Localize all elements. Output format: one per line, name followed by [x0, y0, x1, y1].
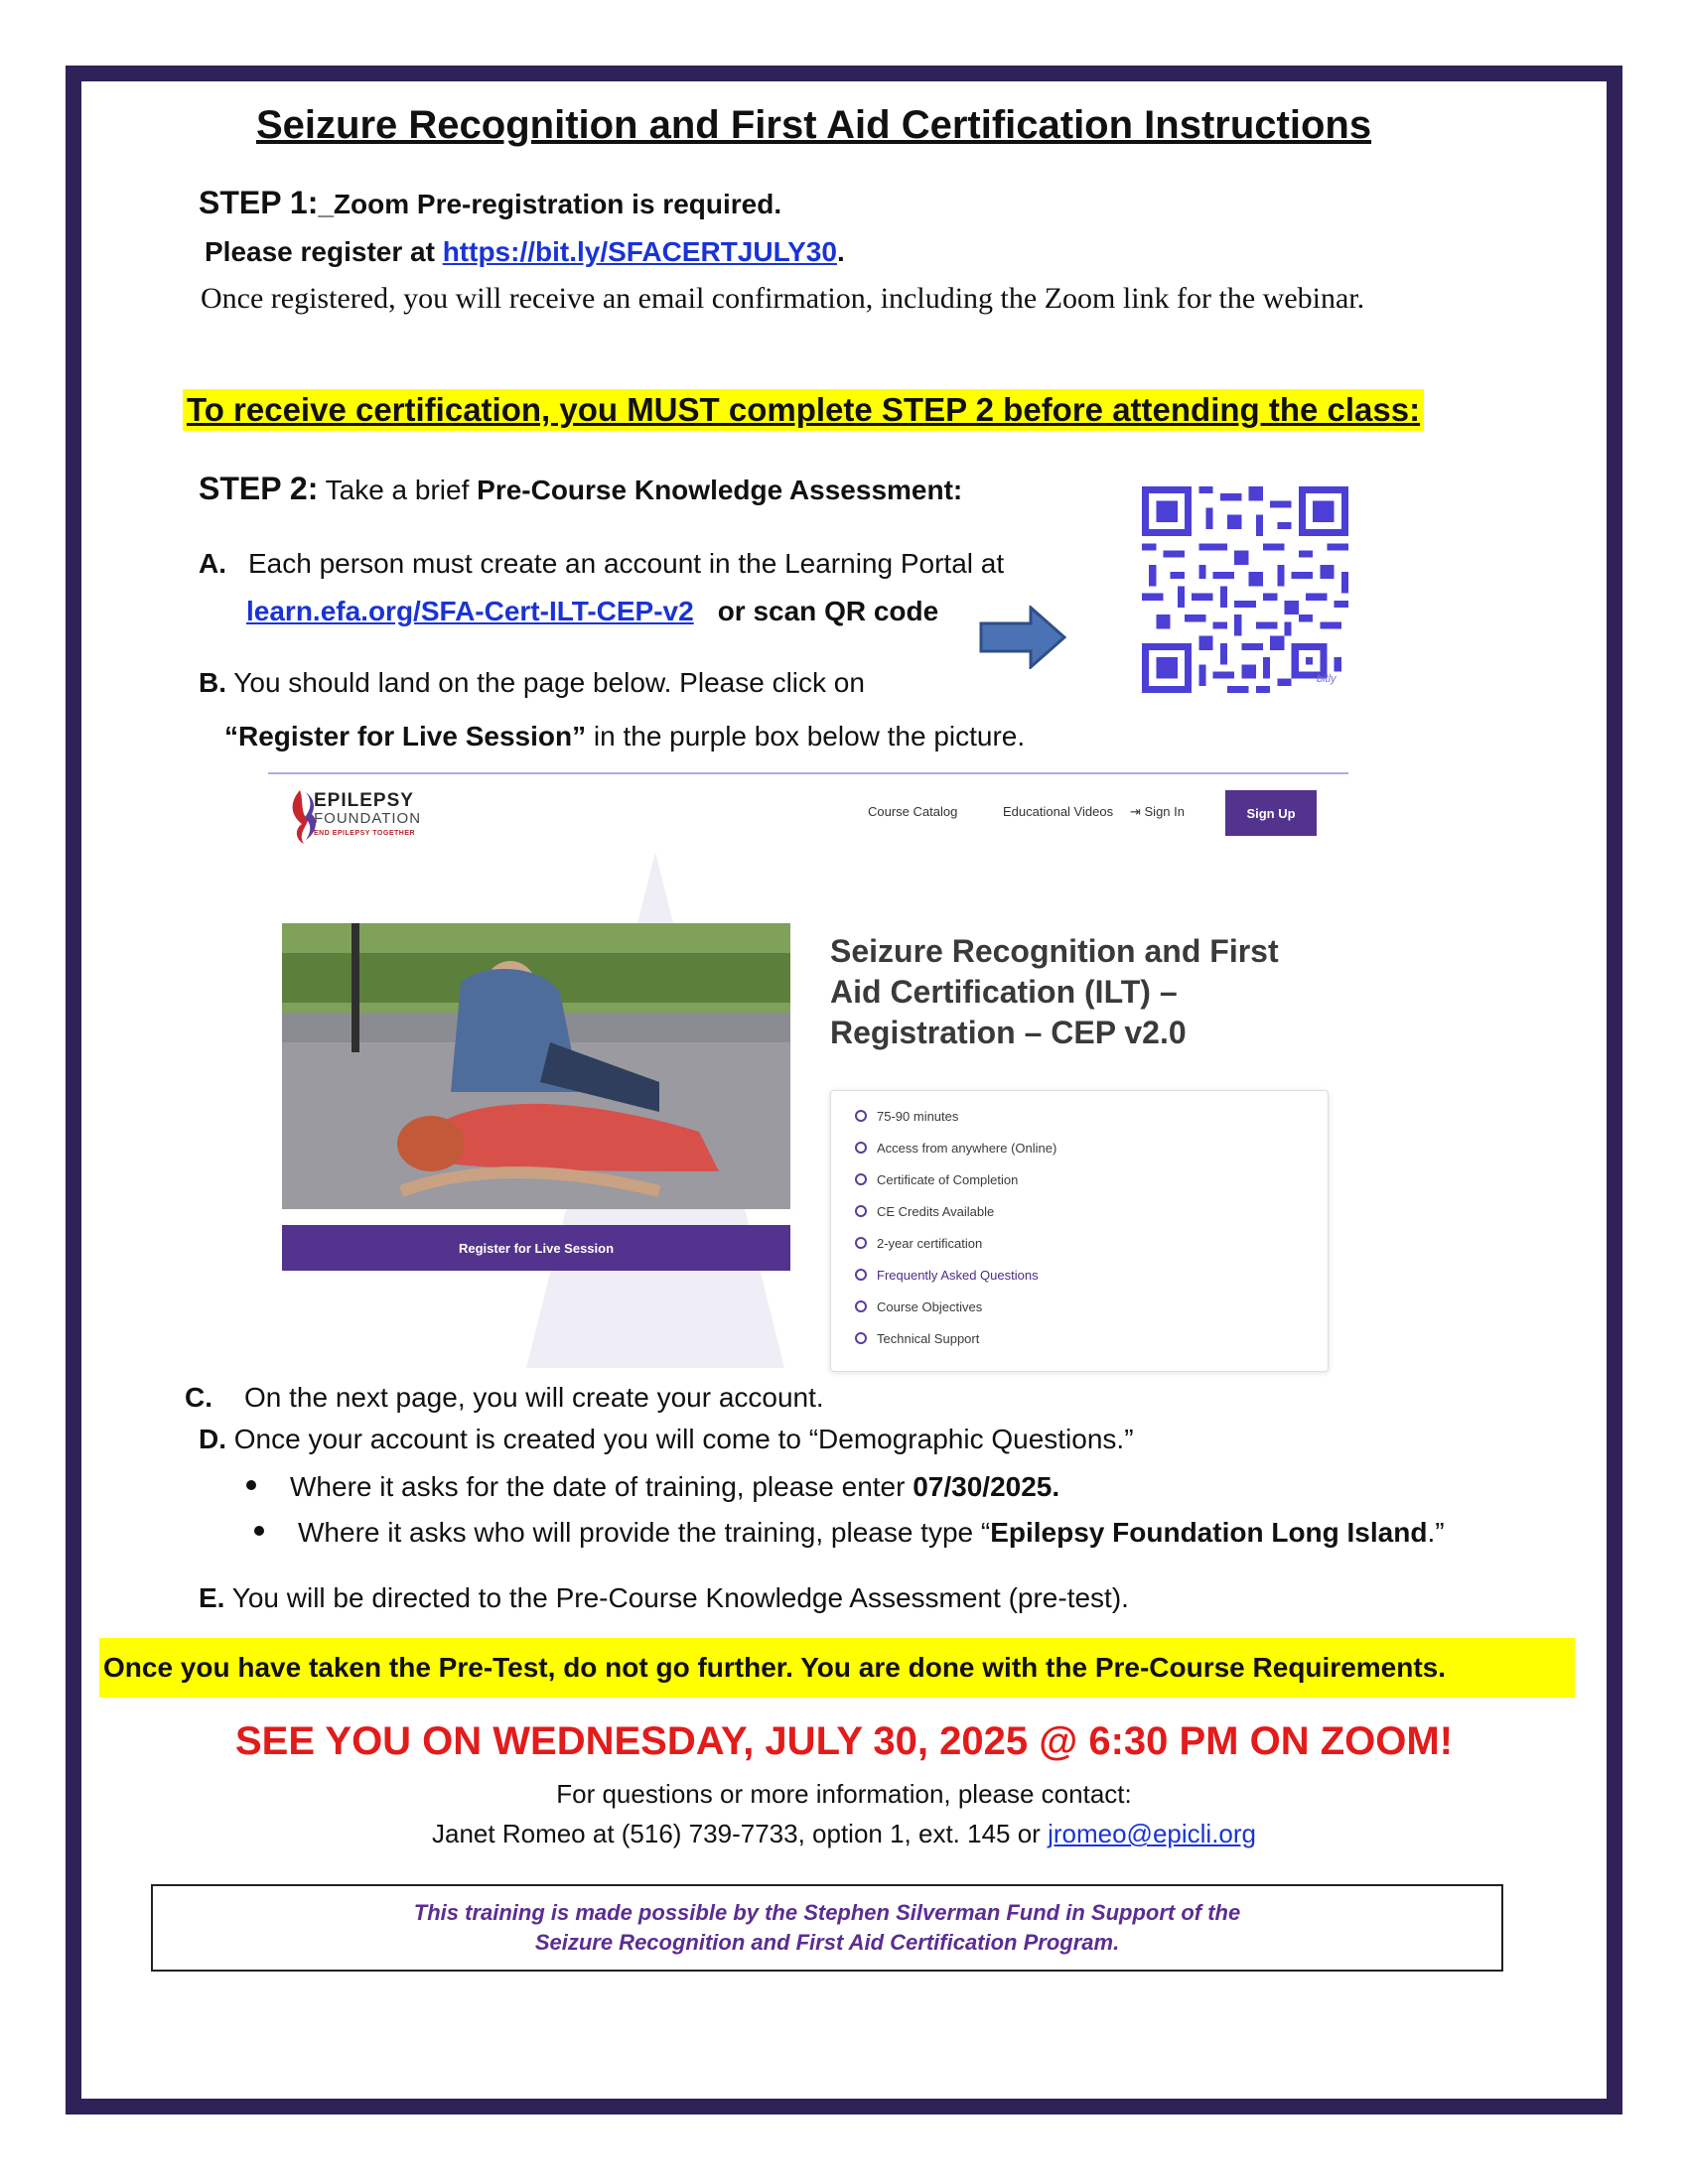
- nav-sign-in[interactable]: [1130, 804, 1185, 820]
- question-icon: [855, 1269, 867, 1281]
- info-access-text: Access from anywhere (Online): [877, 1141, 1057, 1156]
- info-ce-credits-text: CE Credits Available: [877, 1204, 995, 1219]
- info-2-year: [855, 1236, 982, 1251]
- nav-educational-videos[interactable]: Educational Videos: [1003, 804, 1114, 819]
- sign-up-button[interactable]: Sign Up: [1225, 790, 1317, 836]
- step2-a-link-line: [246, 596, 938, 627]
- contact-line1: For questions or more information, please contact:: [556, 1779, 1132, 1809]
- nav-course-catalog[interactable]: Course Catalog: [868, 804, 958, 819]
- step-d-text: Once your account is created you will come to “Demographic Questions.”: [226, 1424, 1134, 1454]
- laptop-icon: [855, 1142, 867, 1154]
- info-support[interactable]: [855, 1331, 979, 1346]
- nav-sign-in-label: Sign In: [1144, 804, 1185, 819]
- info-objectives-text: Course Objectives: [877, 1299, 983, 1314]
- register-live-session-button[interactable]: Register for Live Session: [282, 1225, 790, 1271]
- contact-line2: [0, 1819, 1688, 1849]
- step-d-line: [199, 1424, 1134, 1455]
- info-ce-credits: [855, 1204, 994, 1219]
- info-access: [855, 1141, 1056, 1156]
- bullet-dot: [254, 1526, 264, 1536]
- info-certificate: [855, 1172, 1018, 1187]
- provider-name: Epilepsy Foundation Long Island: [990, 1517, 1428, 1548]
- step1-note: Once registered, you will receive an email confirmation, including the Zoom link for the webinar.: [201, 282, 1365, 315]
- page-title: Seizure Recognition and First Aid Certification Instructions: [256, 103, 1372, 147]
- step-e-line: [199, 1582, 1129, 1614]
- bullet-training-date: [246, 1471, 1059, 1503]
- step2-a-label: A.: [199, 548, 226, 579]
- step2-b-line2: [224, 721, 1025, 752]
- step-d-label: D.: [199, 1424, 226, 1454]
- info-certificate-text: Certificate of Completion: [877, 1172, 1019, 1187]
- learning-portal-screenshot: [268, 772, 1348, 1380]
- info-duration: [855, 1109, 958, 1124]
- step1-heading-text: _Zoom Pre-registration is required.: [318, 189, 782, 219]
- step-e-label: E.: [199, 1582, 225, 1613]
- scan-qr-text: or scan QR code: [717, 596, 939, 626]
- footer-line2: Seizure Recognition and First Aid Certification Program.: [534, 1930, 1120, 1955]
- bullet-dot: [246, 1480, 256, 1490]
- step-c-line: [185, 1382, 824, 1414]
- done-banner: Once you have taken the Pre-Test, do not go further. You are done with the Pre-Course Requirements.: [99, 1638, 1575, 1698]
- register-link[interactable]: https://bit.ly/SFACERTJULY30: [442, 236, 837, 267]
- bullet2-text: Where it asks who will provide the training, please type “: [298, 1517, 991, 1548]
- logo-name: EPILEPSY: [314, 790, 414, 811]
- bullet-provider: [254, 1517, 1445, 1549]
- contact-line2-text: Janet Romeo at (516) 739-7733, option 1, ext. 145 or: [432, 1819, 1049, 1848]
- info-duration-text: 75-90 minutes: [877, 1109, 959, 1124]
- step-c-label: C.: [185, 1382, 212, 1413]
- certificate-icon: [855, 1173, 867, 1185]
- step1-register-line: [205, 236, 845, 268]
- right-arrow-icon: [979, 606, 1066, 669]
- step2-b-text: You should land on the page below. Please click on: [226, 667, 865, 698]
- step2-a-line: [199, 548, 1004, 580]
- list-icon: [855, 1300, 867, 1312]
- credits-icon: [855, 1205, 867, 1217]
- bullet2-end: .”: [1427, 1517, 1445, 1548]
- step2-heading-prefix: Take a brief: [318, 475, 478, 505]
- register-suffix: .: [836, 236, 845, 267]
- info-objectives[interactable]: [855, 1299, 982, 1314]
- learning-portal-link[interactable]: learn.efa.org/SFA-Cert-ILT-CEP-v2: [246, 596, 694, 626]
- training-date: 07/30/2025.: [913, 1471, 1060, 1502]
- step2-heading: [199, 471, 962, 507]
- contact-email-link[interactable]: jromeo@epicli.org: [1048, 1819, 1256, 1848]
- course-info-card: [830, 1090, 1329, 1372]
- clock-icon: [855, 1110, 867, 1122]
- person-icon: [855, 1332, 867, 1344]
- step2-heading-bold: Pre-Course Knowledge Assessment:: [477, 475, 963, 505]
- sign-in-icon: ⇥: [1130, 804, 1145, 819]
- first-aid-photo: [282, 923, 790, 1209]
- bullet1-text: Where it asks for the date of training, please enter: [290, 1471, 914, 1502]
- step1-label: STEP 1:: [199, 185, 319, 220]
- info-support-text: Technical Support: [877, 1331, 980, 1346]
- certification-requirement-banner: To receive certification, you MUST complete STEP 2 before attending the class:: [183, 389, 1424, 431]
- logo-tagline: END EPILEPSY TOGETHER: [314, 830, 416, 837]
- badge-icon: [855, 1237, 867, 1249]
- footer-line1: This training is made possible by the Stephen Silverman Fund in Support of the: [413, 1900, 1241, 1925]
- step2-a-text: Each person must create an account in the Learning Portal at: [248, 548, 1005, 579]
- register-prefix: Please register at: [205, 236, 443, 267]
- course-title: Seizure Recognition and First Aid Certification (ILT) – Registration – CEP v2.0: [830, 933, 1279, 1050]
- step-c-text: On the next page, you will create your account.: [244, 1382, 824, 1413]
- step2-b-rest: in the purple box below the picture.: [586, 721, 1026, 751]
- info-2-year-text: 2-year certification: [877, 1236, 983, 1251]
- step-e-text: You will be directed to the Pre-Course Knowledge Assessment (pre-test).: [224, 1582, 1129, 1613]
- info-faq[interactable]: [855, 1268, 1039, 1283]
- event-headline: SEE YOU ON WEDNESDAY, JULY 30, 2025 @ 6:30 PM ON ZOOM!: [234, 1719, 1454, 1763]
- info-faq-text: Frequently Asked Questions: [877, 1268, 1039, 1283]
- step2-label: STEP 2:: [199, 471, 319, 506]
- register-live-session-ref: “Register for Live Session”: [224, 721, 587, 751]
- step2-b-line: [199, 667, 865, 699]
- step1-heading: [199, 185, 781, 221]
- logo-sub: FOUNDATION: [314, 810, 422, 827]
- qr-caption: bitly: [1317, 673, 1336, 685]
- footer-box: [151, 1884, 1503, 1972]
- qr-code[interactable]: [1142, 486, 1348, 693]
- step2-b-label: B.: [199, 667, 226, 698]
